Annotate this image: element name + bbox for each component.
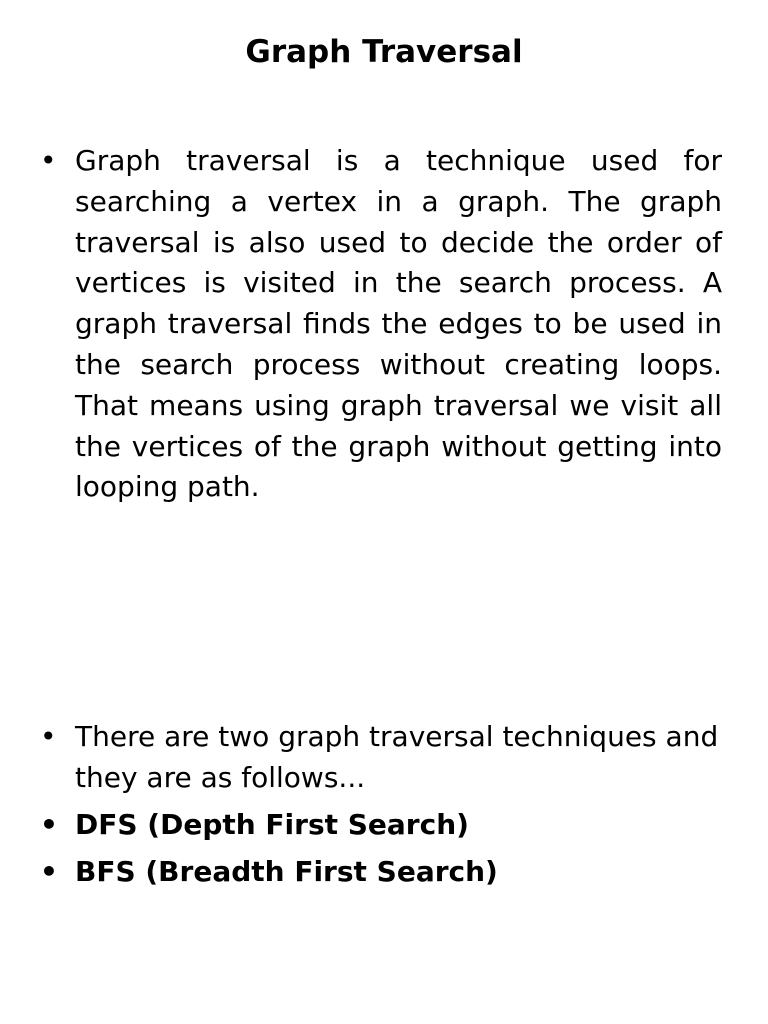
dfs-text: DFS (Depth First Search) bbox=[75, 808, 469, 841]
bfs-bullet bbox=[40, 851, 722, 892]
slide-title: Graph Traversal bbox=[245, 34, 523, 70]
dfs-bullet bbox=[40, 804, 722, 845]
techniques-intro-bullet bbox=[40, 716, 722, 798]
bullet-icon: • bbox=[40, 720, 57, 753]
definition-text: Graph traversal is a technique used for searching a vertex in a graph. The graph traversal is also used to decide the order of vertices is visited in the search process. A graph traversal finds the edges to be used in the search process without creating loops. That means using graph traversal we visit all the vertices of the graph without getting into looping path. bbox=[75, 144, 722, 504]
techniques-list bbox=[40, 716, 722, 898]
bullet-icon: • bbox=[40, 855, 58, 888]
definition-list bbox=[40, 141, 722, 508]
bfs-text: BFS (Breadth First Search) bbox=[75, 855, 498, 888]
techniques-intro-text: There are two graph traversal techniques and they are as follows... bbox=[75, 720, 719, 794]
definition-bullet bbox=[40, 141, 722, 508]
bullet-icon: • bbox=[40, 808, 58, 841]
bullet-icon: • bbox=[40, 144, 57, 177]
